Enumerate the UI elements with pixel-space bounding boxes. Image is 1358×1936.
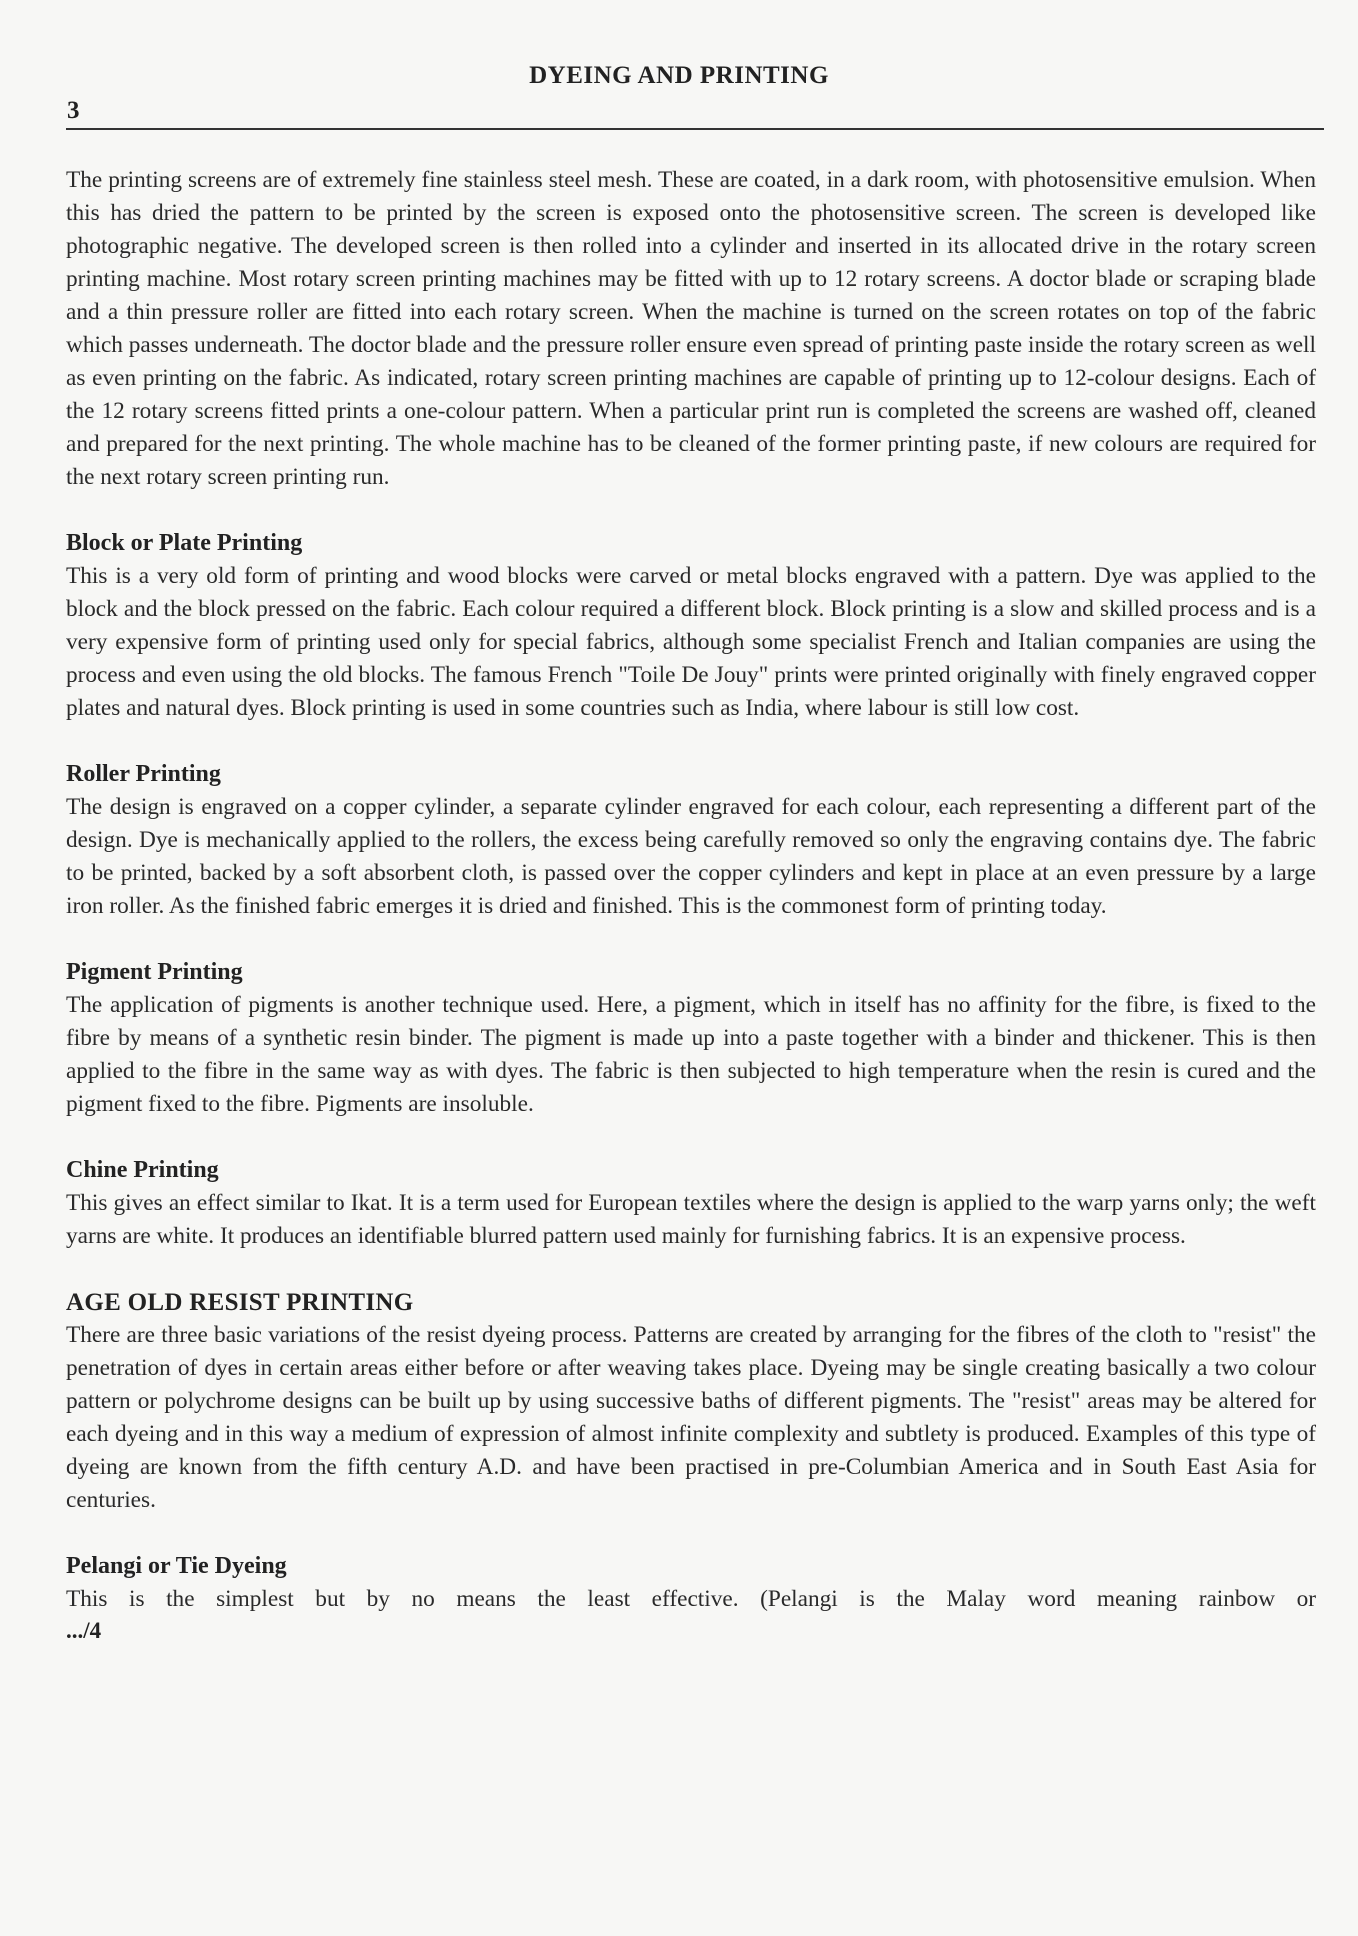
section-paragraph: The design is engraved on a copper cylinder, a separate cylinder engraved for each colour, each representing a different part of the design. Dye is mechanically applied to the rollers, the excess being carefully removed so only the engraving contains dye. The fabric to be printed, backed by a soft absorbent cloth, is passed over the copper cylinders and kept in place at an even pressure by a large iron roller. As the finished fabric emerges it is dried and finished. This is the commonest form of printing today.	[66, 794, 1316, 919]
page-continuation-marker: .../4	[66, 1618, 102, 1643]
section-paragraph: The application of pigments is another technique used. Here, a pigment, which in itself has no affinity for the fibre, is fixed to the fibre by means of a synthetic resin binder. The pigment is made up into a paste together with a binder and thickener. This is then applied to the fibre in the same way as with dyes. The fabric is then subjected to high temperature when the resin is cured and the pigment fixed to the fibre. Pigments are insoluble.	[66, 992, 1316, 1117]
section-heading: AGE OLD RESIST PRINTING	[66, 1289, 414, 1316]
section-chine-printing	[66, 1154, 1316, 1253]
page-header-title: DYEING AND PRINTING	[529, 62, 829, 89]
section-heading: Roller Printing	[66, 761, 221, 787]
section-block-printing	[66, 527, 1316, 725]
section-heading: Pigment Printing	[66, 959, 243, 985]
section-paragraph: There are three basic variations of the resist dyeing process. Patterns are created by arranging for the fibres of the cloth to "resist" the penetration of dyes in certain areas either before or after weaving takes place. Dyeing may be single creating basically a two colour pattern or polychrome designs can be built up by using successive baths of different pigments. The "resist" areas may be altered for each dyeing and in this way a medium of expression of almost infinite complexity and subtlety is produced. Examples of this type of dyeing are known from the fifth century A.D. and have been practised in pre-Columbian America and in South East Asia for centuries.	[66, 1322, 1316, 1513]
section-pelangi-tie-dyeing	[66, 1550, 1316, 1616]
section-roller-printing	[66, 758, 1316, 923]
section-heading: Pelangi or Tie Dyeing	[66, 1553, 287, 1579]
section-paragraph: This gives an effect similar to Ikat. It is a term used for European textiles where the design is applied to the warp yarns only; the weft yarns are white. It produces an identifiable blurred pattern used mainly for furnishing fabrics. It is an expensive process.	[66, 1190, 1316, 1249]
section-resist-printing	[66, 1286, 1316, 1517]
section-paragraph: This is a very old form of printing and wood blocks were carved or metal blocks engraved with a pattern. Dye was applied to the block and the block pressed on the fabric. Each colour required a different block. Block printing is a slow and skilled process and is a very expensive form of printing used only for special fabrics, although some specialist French and Italian companies are using the process and even using the old blocks. The famous French "Toile De Jouy" prints were printed originally with finely engraved copper plates and natural dyes. Block printing is used in some countries such as India, where labour is still low cost.	[66, 563, 1316, 721]
section-heading: Chine Printing	[66, 1157, 219, 1183]
page-number: 3	[67, 97, 80, 124]
intro-paragraph: The printing screens are of extremely fine stainless steel mesh. These are coated, in a dark room, with photosensitive emulsion. When this has dried the pattern to be printed by the screen is exposed onto the photosensitive screen. The screen is developed like photographic negative. The developed screen is then rolled into a cylinder and inserted in its allocated drive in the rotary screen printing machine. Most rotary screen printing machines may be fitted with up to 12 rotary screens. A doctor blade or scraping blade and a thin pressure roller are fitted into each rotary screen. When the machine is turned on the screen rotates on top of the fabric which passes underneath. The doctor blade and the pressure roller ensure even spread of printing paste inside the rotary screen as well as even printing on the fabric. As indicated, rotary screen printing machines are capable of printing up to 12-colour designs. Each of the 12 rotary screens fitted prints a one-colour pattern. When a particular print run is completed the screens are washed off, cleaned and prepared for the next printing. The whole machine has to be cleaned of the former printing paste, if new colours are required for the next rotary screen printing run.	[66, 167, 1316, 490]
document-body	[66, 164, 1316, 1646]
section-paragraph: This is the simplest but by no means the least effective. (Pelangi is the Malay word meaning rainbow or	[66, 1586, 1316, 1612]
section-heading: Block or Plate Printing	[66, 530, 303, 556]
header-rule	[66, 128, 1324, 130]
section-pigment-printing	[66, 956, 1316, 1121]
